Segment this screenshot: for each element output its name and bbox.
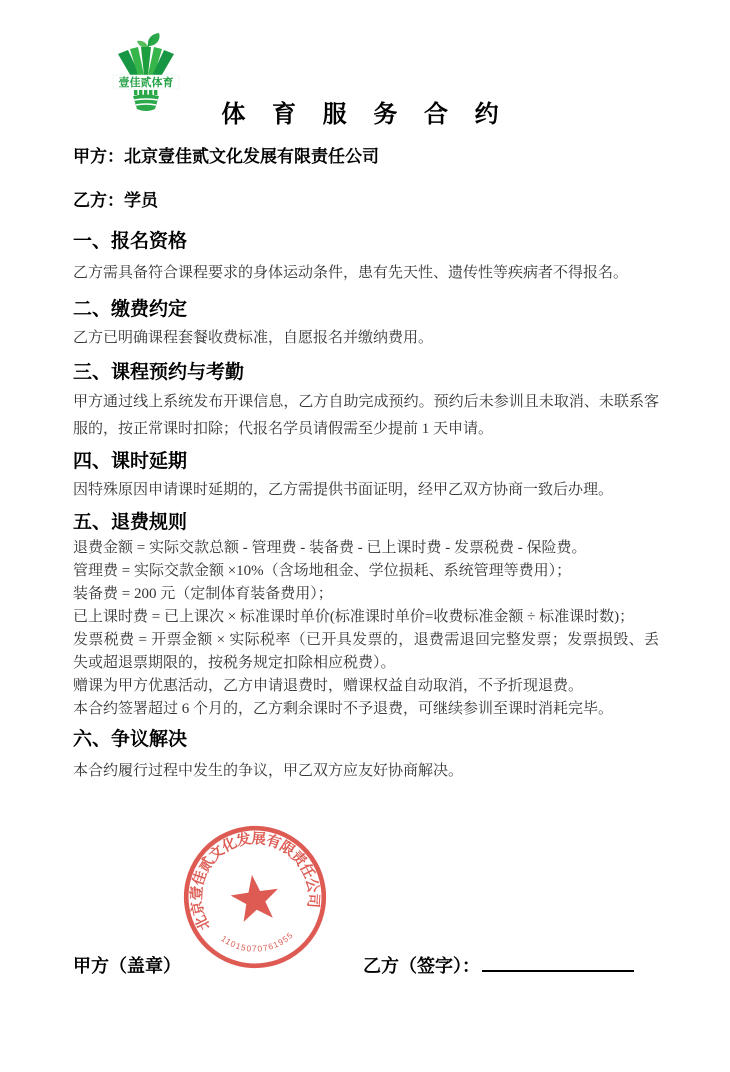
page-title: 体 育 服 务 合 约 xyxy=(221,101,509,128)
refund-formula-management-fee: 管理费 = 实际交款金额 ×10%（含场地租金、学位损耗、系统管理等费用）； xyxy=(73,563,572,579)
refund-gift-class-clause: 赠课为甲方优惠活动，乙方申请退费时，赠课权益自动取消，不予折现退费。 xyxy=(73,678,584,694)
seal-number-text: 11015070761955 xyxy=(219,929,296,954)
section-5-heading: 五、退费规则 xyxy=(73,512,188,533)
section-3-body: 甲方通过线上系统发布开课信息，乙方自助完成预约。预约后未参训且未取消、未联系客服的，按正常课时扣除；代报名学员请假需至少提前 1 天申请。 xyxy=(73,394,659,437)
logo-leaf-small xyxy=(137,41,148,48)
refund-formula-attended-fee: 已上课时费 = 已上课次 × 标准课时单价(标准课时单价=收费标准金额 ÷ 标准课时数)； xyxy=(73,609,635,625)
logo-brand-text: 壹佳贰体育 xyxy=(118,77,174,89)
section-3-heading: 三、课程预约与考勤 xyxy=(73,362,245,383)
party-a-line: 甲方：北京壹佳贰文化发展有限责任公司 xyxy=(73,147,379,166)
seal-star-icon xyxy=(228,872,282,924)
seal-company-text: 北京壹佳贰文化发展有限责任公司 xyxy=(189,831,321,933)
refund-formula-invoice-tax: 发票税费 = 开票金额 × 实际税率（已开具发票的，退费需退回完整发票；发票损毁、丢失或超退票期限的，按税务规定扣除相应税费）。 xyxy=(73,632,659,671)
party-b-sign-label xyxy=(363,952,634,978)
party-a-seal-label: 甲方（盖章） xyxy=(73,956,181,976)
refund-formula-equipment-fee: 装备费 = 200 元（定制体育装备费用）； xyxy=(73,586,333,602)
section-2-heading: 二、缴费约定 xyxy=(73,299,188,320)
party-b-sign-text: 乙方（签字）： xyxy=(363,956,480,976)
signature-blank-line[interactable] xyxy=(482,970,634,972)
section-6-body: 本合约履行过程中发生的争议，甲乙双方应友好协商解决。 xyxy=(73,763,464,779)
signature-row xyxy=(0,948,730,988)
section-6-heading: 六、争议解决 xyxy=(73,729,188,750)
section-1-body: 乙方需具备符合课程要求的身体运动条件，患有先天性、遗传性等疾病者不得报名。 xyxy=(73,265,629,281)
section-4-body: 因特殊原因申请课时延期的，乙方需提供书面证明，经甲乙双方协商一致后办理。 xyxy=(73,482,614,498)
section-2-body: 乙方已明确课程套餐收费标准，自愿报名并缴纳费用。 xyxy=(73,330,434,346)
party-b-line: 乙方：学员 xyxy=(73,191,158,210)
section-1-heading: 一、报名资格 xyxy=(73,231,188,252)
refund-six-month-clause: 本合约签署超过 6 个月的，乙方剩余课时不予退费，可继续参训至课时消耗完毕。 xyxy=(73,701,614,717)
refund-formula-total: 退费金额 = 实际交款总额 - 管理费 - 装备费 - 已上课时费 - 发票税费 - 保险费。 xyxy=(73,540,587,556)
section-5-body xyxy=(73,537,659,721)
section-4-heading: 四、课时延期 xyxy=(73,451,188,472)
